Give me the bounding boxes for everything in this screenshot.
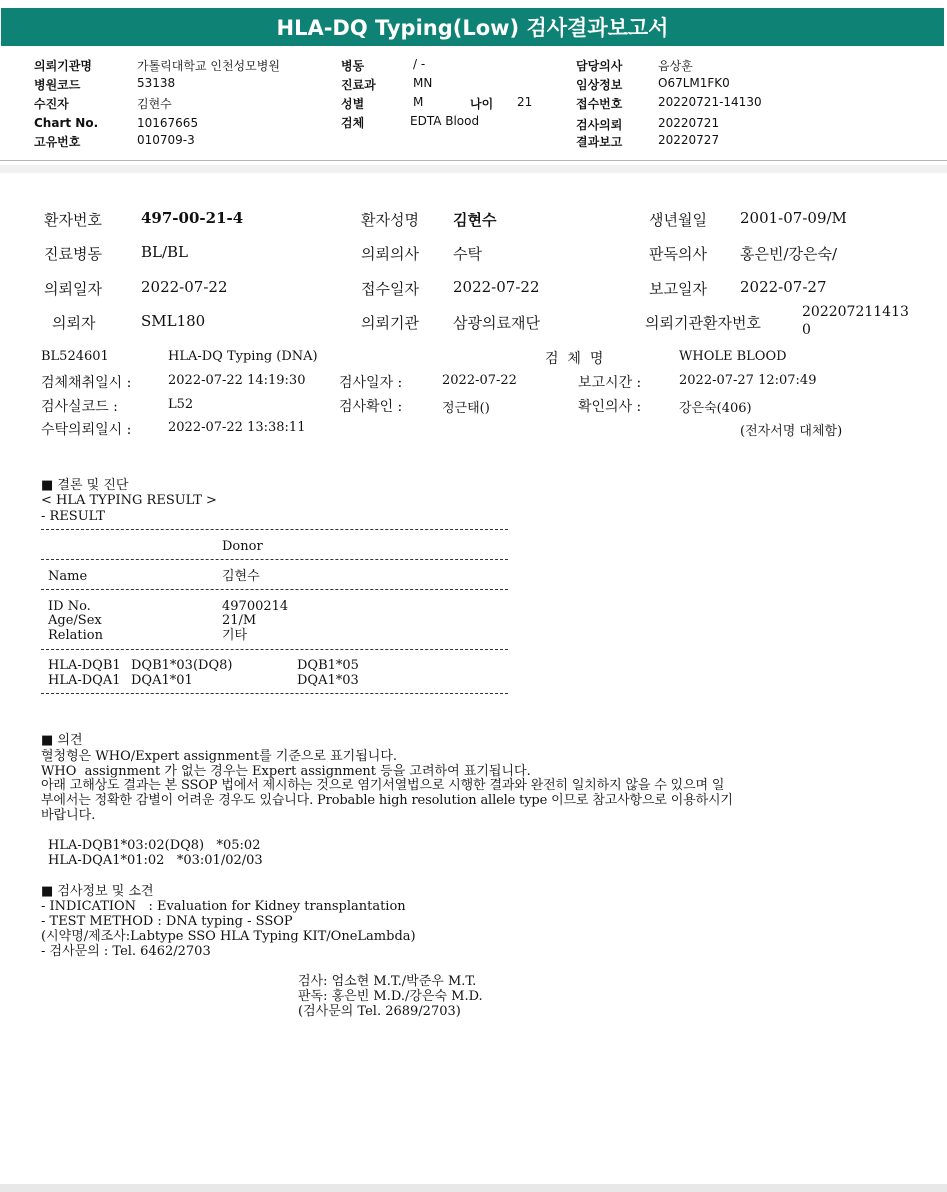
hdr-value-receipt-no: 20220721-14130 bbox=[658, 95, 762, 109]
report-time-value: 2022-07-27 12:07:49 bbox=[679, 373, 817, 388]
request-time-label: 수탁의뢰일시 : bbox=[41, 422, 132, 438]
pi-label-birthdate: 생년월일 bbox=[649, 211, 707, 229]
info-section-title: ■ 검사정보 및 소견 bbox=[41, 884, 154, 899]
hdr-label-institution: 의뢰기관명 bbox=[34, 59, 92, 73]
name-label: Name bbox=[48, 569, 88, 584]
pi-label-report-date: 보고일자 bbox=[649, 280, 707, 298]
high-res-line: HLA-DQA1*01:02 *03:01/02/03 bbox=[48, 853, 263, 868]
pi-label-requester: 의뢰자 bbox=[52, 314, 96, 332]
opinion-line: 아래 고해상도 결과는 본 SSOP 법에서 제시하는 것으로 염기서열법으로 시행한 결과와 완전히 일치하지 않을 수 있으며 일 bbox=[41, 778, 725, 793]
pi-value-patient-name: 김현수 bbox=[453, 211, 497, 229]
hdr-label-unique-no: 고유번호 bbox=[34, 135, 81, 149]
hdr-label-chart-no: Chart No. bbox=[34, 116, 99, 130]
info-line: - TEST METHOD : DNA typing - SSOP bbox=[41, 914, 293, 929]
hdr-value-physician: 음상훈 bbox=[658, 59, 693, 73]
lab-code-value: L52 bbox=[168, 397, 194, 412]
confirm-doctor-value: 강은숙(406) bbox=[679, 401, 752, 416]
result-divider bbox=[41, 559, 508, 560]
locus-name: HLA-DQA1 bbox=[48, 673, 121, 688]
pi-label-patient-no: 환자번호 bbox=[44, 211, 102, 229]
header-divider bbox=[0, 160, 947, 161]
signature-line: (검사문의 Tel. 2689/2703) bbox=[298, 1004, 461, 1019]
high-res-line: HLA-DQB1*03:02(DQ8) *05:02 bbox=[48, 838, 261, 853]
info-line: - INDICATION : Evaluation for Kidney transplantation bbox=[41, 899, 406, 914]
hdr-label-physician: 담당의사 bbox=[576, 59, 623, 73]
pi-label-reading-doctor: 판독의사 bbox=[649, 245, 707, 263]
result-heading: < HLA TYPING RESULT > bbox=[41, 493, 217, 508]
signature-line: 검사: 엄소현 M.T./박준우 M.T. bbox=[298, 974, 477, 989]
hdr-label-specimen: 검체 bbox=[341, 116, 365, 130]
pi-label-ward: 진료병동 bbox=[44, 245, 102, 263]
pi-label-requesting-org: 의뢰기관 bbox=[361, 314, 419, 332]
hdr-label-request-date: 검사의뢰 bbox=[576, 118, 623, 132]
hdr-label-examinee: 수진자 bbox=[34, 97, 69, 111]
relation-value: 기타 bbox=[222, 628, 248, 643]
locus-allele-1: DQB1*03(DQ8) bbox=[131, 658, 233, 673]
pi-value-requester: SML180 bbox=[141, 312, 206, 330]
pi-label-org-patient-no: 의뢰기관환자번호 bbox=[645, 314, 761, 332]
pi-label-receipt-date: 접수일자 bbox=[361, 280, 419, 298]
result-divider bbox=[41, 649, 508, 650]
request-time-value: 2022-07-22 13:38:11 bbox=[168, 420, 306, 435]
locus-allele-1: DQA1*01 bbox=[131, 673, 193, 688]
opinion-section-title: ■ 의견 bbox=[41, 733, 83, 748]
collect-time-label: 검체채취일시 : bbox=[41, 375, 132, 391]
specimen-code: BL524601 bbox=[41, 349, 109, 364]
hdr-value-chart-no: 10167665 bbox=[137, 116, 199, 130]
hdr-value-unique-no: 010709-3 bbox=[137, 133, 195, 147]
e-signature-note: (전자서명 대체함) bbox=[740, 424, 843, 439]
pi-value-org-patient-no: 202207211413 bbox=[802, 304, 909, 320]
locus-allele-2: DQB1*05 bbox=[297, 658, 359, 673]
pi-value-birthdate: 2001-07-09/M bbox=[740, 209, 847, 227]
pi-value-request-date: 2022-07-22 bbox=[141, 278, 228, 296]
info-line: (시약명/제조사:Labtype SSO HLA Typing KIT/OneLambda) bbox=[41, 929, 416, 944]
opinion-line: 바랍니다. bbox=[41, 808, 96, 823]
result-divider bbox=[41, 589, 508, 590]
confirm-doctor-label: 확인의사 : bbox=[578, 399, 642, 415]
info-line: - 검사문의 : Tel. 6462/2703 bbox=[41, 944, 211, 959]
specimen-name-value: WHOLE BLOOD bbox=[679, 349, 787, 364]
agesex-value: 21/M bbox=[222, 613, 257, 628]
pi-value-ward: BL/BL bbox=[141, 243, 189, 261]
hdr-label-age: 나이 bbox=[470, 97, 494, 111]
pi-label-request-date: 의뢰일자 bbox=[44, 280, 102, 298]
hdr-value-department: MN bbox=[413, 76, 433, 90]
hdr-value-clinical-info: O67LM1FK0 bbox=[658, 76, 730, 90]
pi-value-reading-doctor: 홍은빈/강은숙/ bbox=[740, 245, 838, 263]
hdr-label-clinical-info: 임상정보 bbox=[576, 78, 623, 92]
name-value: 김현수 bbox=[222, 569, 260, 584]
id-label: ID No. bbox=[48, 599, 91, 614]
pi-value-report-date: 2022-07-27 bbox=[740, 278, 827, 296]
agesex-label: Age/Sex bbox=[48, 613, 102, 628]
hdr-value-report-date: 20220727 bbox=[658, 133, 720, 147]
pi-label-patient-name: 환자성명 bbox=[361, 211, 419, 229]
header-shade bbox=[0, 165, 947, 173]
opinion-line: 혈청형은 WHO/Expert assignment를 기준으로 표기됩니다. bbox=[41, 749, 398, 764]
pi-label-referring-doctor: 의뢰의사 bbox=[361, 245, 419, 263]
test-confirm-label: 검사확인 : bbox=[339, 399, 403, 415]
hdr-label-receipt-no: 접수번호 bbox=[576, 97, 623, 111]
id-value: 49700214 bbox=[222, 599, 289, 614]
result-section-title: ■ 결론 및 진단 bbox=[41, 478, 129, 493]
hdr-value-request-date: 20220721 bbox=[658, 116, 720, 130]
report-title: HLA-DQ Typing(Low) 검사결과보고서 bbox=[1, 8, 944, 46]
hdr-value-specimen: EDTA Blood bbox=[410, 114, 480, 128]
relation-label: Relation bbox=[48, 628, 103, 643]
pi-value-referring-doctor: 수탁 bbox=[453, 245, 482, 263]
opinion-line: 부에서는 정확한 감별이 어려운 경우도 있습니다. Probable high resolution allele type 이므로 참고사항으로 이용하시기 bbox=[41, 793, 733, 808]
hdr-label-department: 진료과 bbox=[341, 78, 376, 92]
hdr-value-age: 21 bbox=[517, 95, 533, 109]
locus-allele-2: DQA1*03 bbox=[297, 673, 359, 688]
hdr-label-report-date: 결과보고 bbox=[576, 135, 623, 149]
collect-time-value: 2022-07-22 14:19:30 bbox=[168, 373, 306, 388]
result-divider bbox=[41, 529, 508, 530]
hdr-label-ward: 병동 bbox=[341, 59, 365, 73]
hdr-value-sex: M bbox=[413, 95, 424, 109]
hdr-value-hospital-code: 53138 bbox=[137, 76, 176, 90]
lab-code-label: 검사실코드 : bbox=[41, 399, 118, 415]
pi-value-org-patient-no-wrap: 0 bbox=[802, 322, 811, 338]
pi-value-requesting-org: 삼광의료재단 bbox=[453, 314, 540, 332]
report-time-label: 보고시간 : bbox=[578, 375, 642, 391]
hdr-value-examinee: 김현수 bbox=[137, 97, 172, 111]
donor-header: Donor bbox=[222, 539, 263, 554]
locus-name: HLA-DQB1 bbox=[48, 658, 121, 673]
bottom-band bbox=[0, 1184, 947, 1192]
hdr-value-ward: / - bbox=[413, 57, 426, 71]
hdr-label-sex: 성별 bbox=[341, 97, 365, 111]
test-name: HLA-DQ Typing (DNA) bbox=[168, 349, 318, 364]
pi-value-receipt-date: 2022-07-22 bbox=[453, 278, 540, 296]
result-divider bbox=[41, 693, 508, 694]
opinion-line: WHO assignment 가 없는 경우는 Expert assignment 등을 고려하여 표기됩니다. bbox=[41, 764, 531, 779]
signature-line: 판독: 홍은빈 M.D./강은숙 M.D. bbox=[298, 989, 483, 1004]
specimen-name-label: 검 체 명 bbox=[545, 351, 604, 367]
test-date-label: 검사일자 : bbox=[339, 375, 403, 391]
result-subheading: - RESULT bbox=[41, 509, 105, 524]
test-date-value: 2022-07-22 bbox=[442, 373, 517, 388]
hdr-value-institution: 가톨릭대학교 인천성모병원 bbox=[137, 59, 280, 73]
test-confirm-value: 정근태() bbox=[442, 401, 490, 416]
pi-value-patient-no: 497-00-21-4 bbox=[141, 209, 244, 227]
hdr-label-hospital-code: 병원코드 bbox=[34, 78, 81, 92]
